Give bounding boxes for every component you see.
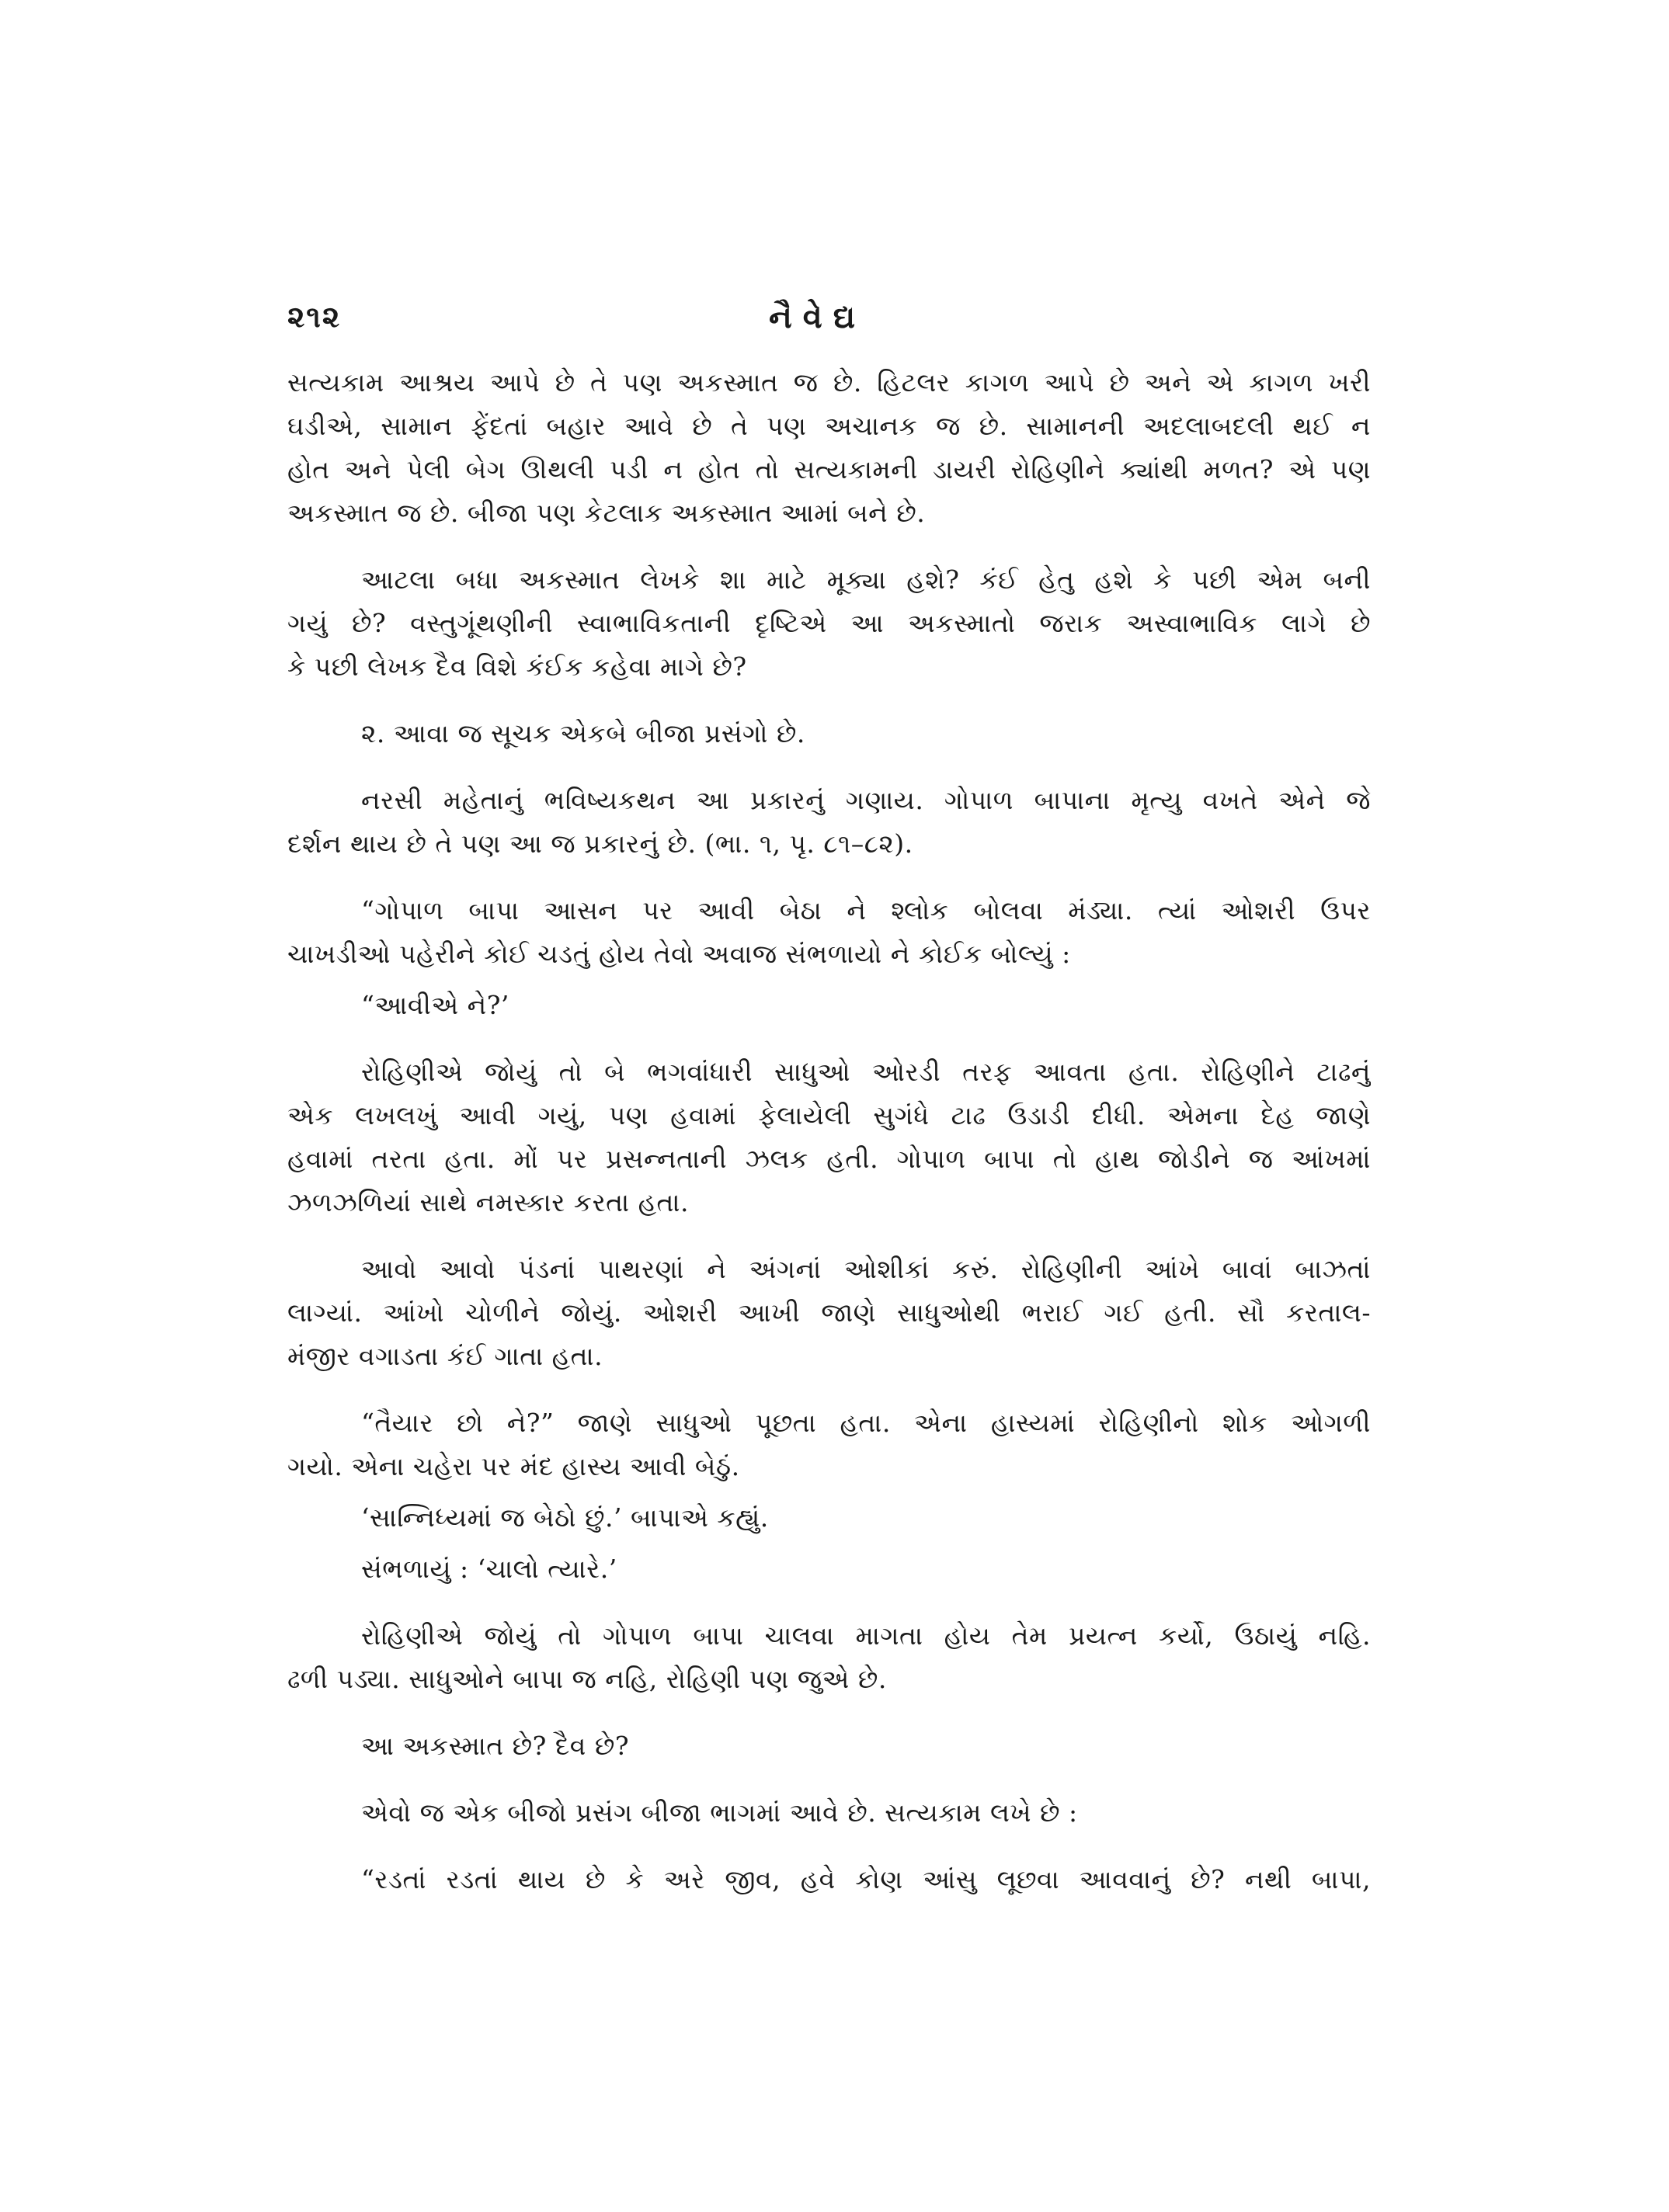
text-line: ગયું છે? વસ્તુગૂંથણીની સ્વાભાવિકતાની દૃષ્ટિએ આ અકસ્માતો જરાક અસ્વાભાવિક લાગે છે [287,608,1371,638]
page-header [287,299,1371,346]
text-line: નરસી મહેતાનું ભવિષ્યકથન આ પ્રકારનું ગણાય. ગોપાળ બાપાના મૃત્યુ વખતે એને જે [361,785,1371,815]
text-line: સંભળાયું : ‘ચાલો ત્યારે.’ [361,1554,617,1584]
text-line: મંજીર વગાડતા કંઈ ગાતા હતા. [287,1341,603,1371]
text-line: રોહિણીએ જોયું તો ગોપાળ બાપા ચાલવા માગતા હોય તેમ પ્રયત્ન કર્યો, ઉઠાયું નહિ. [361,1620,1371,1651]
text-line: રોહિણીએ જોયું તો બે ભગવાંધારી સાધુઓ ઓરડી તરફ આવતા હતા. રોહિણીને ટાઢનું [361,1057,1371,1087]
paragraph-gap [287,1488,1371,1496]
paragraph-gap [287,866,1371,889]
paragraph [287,779,1371,866]
paragraph-gap [287,1540,1371,1547]
text-line: ગયો. એના ચહેરા પર મંદ હાસ્ય આવી બેઠું. [287,1451,740,1481]
text-line: ઝળઝળિયાં સાથે નમસ્કાર કરતા હતા. [287,1187,690,1217]
paragraph [287,361,1371,535]
text-line: ઘડીએ, સામાન ફેંદતાં બહાર આવે છે તે પણ અચાનક જ છે. સામાનની અદલાબદલી થઈ ન [287,411,1371,441]
paragraph [287,1724,1371,1768]
body-text [287,361,1371,1901]
paragraph-gap [287,1591,1371,1614]
paragraph-gap [287,1224,1371,1248]
text-line: “રડતાં રડતાં થાય છે કે અરે જીવ, હવે કોણ આંસુ લૂછવા આવવાનું છે? નથી બાપા, [361,1864,1371,1894]
text-line: હવામાં તરતા હતા. મોં પર પ્રસન્નતાની ઝલક હતી. ગોપાળ બાપા તો હાથ જોડીને જ આંખમાં [287,1144,1371,1174]
paragraph-gap [287,976,1371,984]
text-line: દર્શન થાય છે તે પણ આ જ પ્રકારનું છે. (ભા. ૧, પૃ. ૮૧–૮૨). [287,828,913,859]
paragraph [287,1614,1371,1701]
paragraph-gap [287,1835,1371,1858]
paragraph [287,1496,1371,1540]
paragraph-gap [287,689,1371,712]
text-line: ચાખડીઓ પહેરીને કોઈ ચડતું હોય તેવો અવાજ સંભળાયો ને કોઈક બોલ્યું : [287,939,1071,969]
paragraph [287,889,1371,976]
text-line: “તૈયાર છો ને?” જાણે સાધુઓ પૂછતા હતા. એના હાસ્યમાં રોહિણીનો શોક ઓગળી [361,1408,1371,1438]
paragraph [287,712,1371,755]
paragraph-gap [287,1378,1371,1401]
paragraph [287,1547,1371,1591]
paragraph [287,558,1371,689]
paragraph-gap [287,1768,1371,1791]
paragraph [287,984,1371,1027]
paragraph [287,1050,1371,1224]
paragraph-gap [287,1701,1371,1724]
page-number: ૨૧૨ [287,299,342,334]
text-line: ૨. આવા જ સૂચક એકબે બીજા પ્રસંગો છે. [361,718,805,748]
text-line: હોત અને પેલી બેગ ઊથલી પડી ન હોત તો સત્યકામની ડાયરી રોહિણીને ક્યાંથી મળત? એ પણ [287,454,1371,484]
paragraph [287,1791,1371,1835]
paragraph-gap [287,535,1371,558]
running-title: નૈવેદ્ય [769,299,867,335]
text-line: અકસ્માત જ છે. બીજા પણ કેટલાક અકસ્માત આમાં બને છે. [287,498,926,528]
text-line: “આવીએ ને?’ [361,990,509,1020]
paragraph [287,1858,1371,1901]
paragraph-gap [287,1027,1371,1050]
text-line: આ અકસ્માત છે? દૈવ છે? [361,1731,630,1761]
text-line: સત્યકામ આશ્રય આપે છે તે પણ અકસ્માત જ છે. હિટલર કાગળ આપે છે અને એ કાગળ ખરી [287,367,1371,398]
text-line: લાગ્યાં. આંખો ચોળીને જોયું. ઓશરી આખી જાણે સાધુઓથી ભરાઈ ગઈ હતી. સૌ કરતાલ- [287,1297,1371,1328]
paragraph-gap [287,755,1371,779]
text-line: એક લખલખું આવી ગયું, પણ હવામાં ફેલાયેલી સુગંધે ટાઢ ઉડાડી દીધી. એમના દેહ જાણે [287,1100,1371,1130]
text-line: ‘સાન્નિધ્યમાં જ બેઠો છું.’ બાપાએ કહ્યું. [361,1502,769,1533]
text-line: એવો જ એક બીજો પ્રસંગ બીજા ભાગમાં આવે છે. સત્યકામ લખે છે : [361,1797,1078,1828]
text-line: આવો આવો પંડનાં પાથરણાં ને અંગનાં ઓશીકાં કરું. રોહિણીની આંખે બાવાં બાઝતાં [361,1254,1371,1284]
text-line: ઢળી પડ્યા. સાધુઓને બાપા જ નહિ, રોહિણી પણ જુએ છે. [287,1664,887,1694]
paragraph [287,1248,1371,1378]
text-line: આટલા બધા અકસ્માત લેખકે શા માટે મૂક્યા હશે? કંઈ હેતુ હશે કે પછી એમ બની [361,564,1371,595]
text-line: “ગોપાળ બાપા આસન પર આવી બેઠા ને શ્લોક બોલવા મંડ્યા. ત્યાં ઓશરી ઉપર [361,895,1371,925]
text-line: કે પછી લેખક દૈવ વિશે કંઈક કહેવા માગે છે? [287,651,747,682]
paragraph [287,1401,1371,1488]
